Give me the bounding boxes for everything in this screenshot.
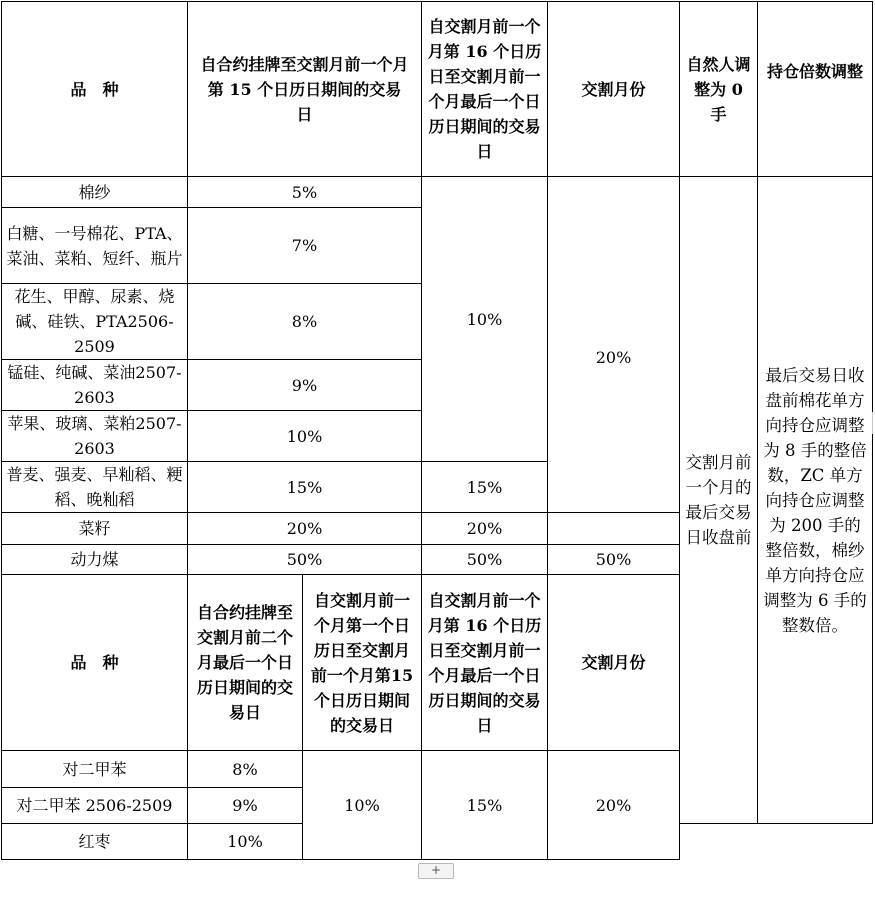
row-period-b: 20% [422, 513, 548, 545]
natural-person-value: 交割月前一个月的最后交易日收盘前 [680, 177, 758, 824]
row-period-a: 5% [188, 177, 422, 208]
row-period-a: 50% [188, 545, 422, 575]
merged-delivery-month: 20% [548, 177, 680, 513]
row-period-a: 20% [188, 513, 422, 545]
header2-variety: 品 种 [2, 575, 188, 751]
row-period-b: 50% [422, 545, 548, 575]
row2-period-a: 9% [188, 788, 303, 824]
header-multiple: 持仓倍数调整 [758, 2, 873, 177]
row-period-a: 8% [188, 284, 422, 360]
header2-period-a: 自合约挂牌至交割月前二个月最后一个日历日期间的交易日 [188, 575, 303, 751]
row-period-a: 9% [188, 360, 422, 411]
header-natural-person: 自然人调整为 0 手 [680, 2, 758, 177]
row2-period-a: 10% [188, 824, 303, 860]
row-delivery-month: 50% [548, 545, 680, 575]
header-period-a: 自合约挂牌至交割月前一个月第 15 个日历日期间的交易日 [188, 2, 422, 177]
row-variety: 白糖、一号棉花、PTA、菜油、菜粕、短纤、瓶片 [2, 208, 188, 284]
header2-delivery-month: 交割月份 [548, 575, 680, 751]
row-variety: 菜籽 [2, 513, 188, 545]
row-variety: 普麦、强麦、早籼稻、粳稻、晚籼稻 [2, 462, 188, 513]
row2-variety: 对二甲苯 2506-2509 [2, 788, 188, 824]
header-period-b: 自交割月前一个月第 16 个日历日至交割月前一个月最后一个日历日期间的交易日 [422, 2, 548, 177]
header2-period-b: 自交割月前一个月第一个日历日至交割月前一个月第15个日历日期间的交易日 [303, 575, 422, 751]
row2-variety: 对二甲苯 [2, 751, 188, 788]
row-period-a: 15% [188, 462, 422, 513]
header2-period-c: 自交割月前一个月第 16 个日历日至交割月前一个月最后一个日历日期间的交易日 [422, 575, 548, 751]
row-variety: 动力煤 [2, 545, 188, 575]
row-variety: 花生、甲醇、尿素、烧碱、硅铁、PTA2506-2509 [2, 284, 188, 360]
row2-period-c: 15% [422, 751, 548, 860]
row-variety: 苹果、玻璃、菜粕2507-2603 [2, 411, 188, 462]
row2-period-a: 8% [188, 751, 303, 788]
row-period-b: 15% [422, 462, 548, 513]
header-delivery-month: 交割月份 [548, 2, 680, 177]
row2-variety: 红枣 [2, 824, 188, 860]
row-variety: 锰硅、纯碱、菜油2507-2603 [2, 360, 188, 411]
position-limit-table [1, 1, 873, 860]
row-period-a: 10% [188, 411, 422, 462]
add-row-button[interactable]: + [418, 863, 454, 879]
row-period-a: 7% [188, 208, 422, 284]
header-variety: 品 种 [2, 2, 188, 177]
row2-delivery-month: 20% [548, 751, 680, 860]
multiple-value: 最后交易日收盘前棉花单方向持仓应调整为 8 手的整倍数，ZC 单方向持仓应调整为 200 手的整倍数，棉纱单方向持仓应调整为 6 手的整数倍。 [758, 177, 873, 824]
row-variety: 棉纱 [2, 177, 188, 208]
row2-period-b: 10% [303, 751, 422, 860]
merged-period-b: 10% [422, 177, 548, 462]
table-resize-handle[interactable] [872, 412, 873, 434]
